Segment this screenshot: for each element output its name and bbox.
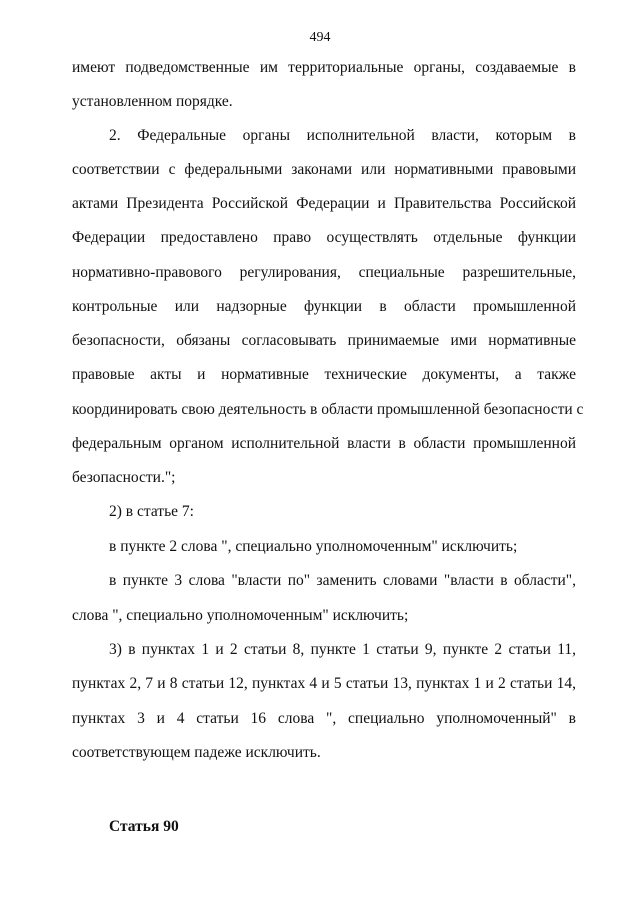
text-line: безопасности, обязаны согласовывать принимаемые ими нормативные xyxy=(72,332,576,349)
text-line: 2) в статье 7: xyxy=(109,503,194,520)
text-line: установленном порядке. xyxy=(72,93,233,110)
text-line: координировать свою деятельность в области промышленной безопасности с xyxy=(72,401,584,418)
article-heading: Статья 90 xyxy=(109,818,179,835)
text-line: имеют подведомственные им территориальные органы, создаваемые в xyxy=(72,59,576,76)
page-number: 494 xyxy=(309,30,331,45)
text-line: федеральным органом исполнительной власти в области промышленной xyxy=(72,435,576,452)
text-line: пунктах 2, 7 и 8 статьи 12, пунктах 4 и 5 статьи 13, пунктах 1 и 2 статьи 14, xyxy=(72,675,576,692)
text-line: 3) в пунктах 1 и 2 статьи 8, пункте 1 статьи 9, пункте 2 статьи 11, xyxy=(109,641,576,658)
text-line: в пункте 3 слова "власти по" заменить словами "власти в области", xyxy=(109,572,576,589)
text-line: правовые акты и нормативные технические документы, а также xyxy=(72,366,576,383)
text-line: безопасности."; xyxy=(72,469,176,486)
text-line: актами Президента Российской Федерации и Правительства Российской xyxy=(72,195,576,212)
text-line: пунктах 3 и 4 статьи 16 слова ", специально уполномоченный" в xyxy=(72,710,576,727)
text-line: 2. Федеральные органы исполнительной власти, которым в xyxy=(109,127,576,144)
text-line: Федерации предоставлено право осуществлять отдельные функции xyxy=(72,229,576,246)
text-line: контрольные или надзорные функции в области промышленной xyxy=(72,298,576,315)
text-line: соответствующем падеже исключить. xyxy=(72,744,321,761)
text-line: слова ", специально уполномоченным" исключить; xyxy=(72,607,409,624)
text-line: нормативно-правового регулирования, специальные разрешительные, xyxy=(72,264,576,281)
text-line: в пункте 2 слова ", специально уполномоченным" исключить; xyxy=(109,538,518,555)
text-line: соответствии с федеральными законами или нормативными правовыми xyxy=(72,161,576,178)
